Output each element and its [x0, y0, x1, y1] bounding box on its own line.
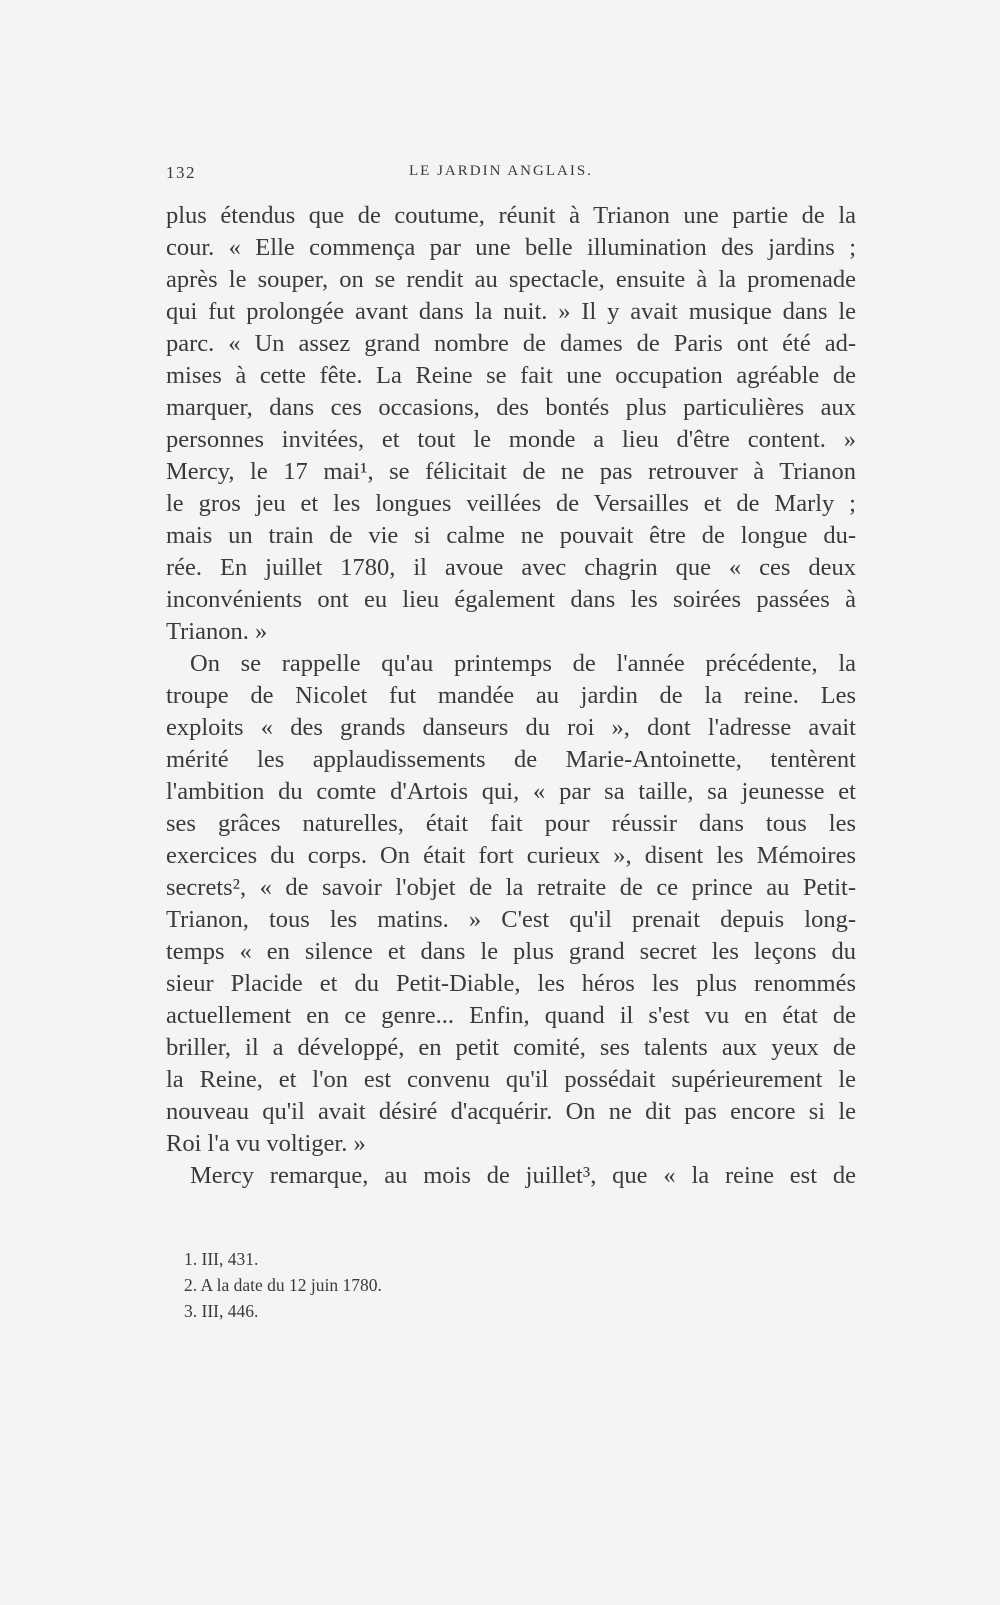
text-line: troupe de Nicolet fut mandée au jardin de la reine. Les [166, 682, 856, 709]
text-line: Mercy, le 17 mai¹, se félicitait de ne pas retrouver à Trianon [166, 458, 856, 485]
text-line: plus étendus que de coutume, réunit à Trianon une partie de la [166, 202, 856, 229]
text-line: actuellement en ce genre... Enfin, quand il s'est vu en état de [166, 1002, 856, 1029]
text-line: personnes invitées, et tout le monde a lieu d'être content. » [166, 426, 856, 453]
text-line: mais un train de vie si calme ne pouvait être de longue du- [166, 522, 856, 549]
body-text [166, 200, 856, 1192]
text-line: secrets², « de savoir l'objet de la retraite de ce prince au Petit- [166, 874, 856, 901]
text-line: qui fut prolongée avant dans la nuit. » Il y avait musique dans le [166, 298, 856, 325]
text-line: Roi l'a vu voltiger. » [166, 1130, 366, 1157]
footnotes [184, 1246, 684, 1324]
text-line: nouveau qu'il avait désiré d'acquérir. On ne dit pas encore si le [166, 1098, 856, 1125]
text-line: ses grâces naturelles, était fait pour réussir dans tous les [166, 810, 856, 837]
text-line: mises à cette fête. La Reine se fait une occupation agréable de [166, 362, 856, 389]
text-line: Trianon. » [166, 618, 268, 645]
text-line: inconvénients ont eu lieu également dans les soirées passées à [166, 586, 856, 613]
text-line: Trianon, tous les matins. » C'est qu'il prenait depuis long- [166, 906, 856, 933]
text-line: briller, il a développé, en petit comité, ses talents aux yeux de [166, 1034, 856, 1061]
text-line: marquer, dans ces occasions, des bontés plus particulières aux [166, 394, 856, 421]
text-line: parc. « Un assez grand nombre de dames de Paris ont été ad- [166, 330, 856, 357]
text-line: temps « en silence et dans le plus grand secret les leçons du [166, 938, 856, 965]
text-line: exploits « des grands danseurs du roi », dont l'adresse avait [166, 714, 856, 741]
footnote: 1. III, 431. [184, 1249, 259, 1269]
footnote: 2. A la date du 12 juin 1780. [184, 1275, 382, 1295]
footnote: 3. III, 446. [184, 1301, 259, 1321]
text-line: la Reine, et l'on est convenu qu'il possédait supérieurement le [166, 1066, 856, 1093]
text-line: sieur Placide et du Petit-Diable, les héros les plus renommés [166, 970, 856, 997]
text-line: le gros jeu et les longues veillées de Versailles et de Marly ; [166, 490, 856, 517]
text-line: après le souper, on se rendit au spectacle, ensuite à la promenade [166, 266, 856, 293]
page-number: 132 [166, 163, 196, 182]
text-line: cour. « Elle commença par une belle illumination des jardins ; [166, 234, 856, 261]
text-line: rée. En juillet 1780, il avoue avec chagrin que « ces deux [166, 554, 856, 581]
running-head [166, 163, 856, 187]
text-line: l'ambition du comte d'Artois qui, « par sa taille, sa jeunesse et [166, 778, 856, 805]
text-line: mérité les applaudissements de Marie-Antoinette, tentèrent [166, 746, 856, 773]
text-line: On se rappelle qu'au printemps de l'année précédente, la [190, 650, 856, 677]
text-line: Mercy remarque, au mois de juillet³, que « la reine est de [190, 1162, 856, 1189]
text-line: exercices du corps. On était fort curieux », disent les Mémoires [166, 842, 856, 869]
running-title: LE JARDIN ANGLAIS. [409, 163, 593, 179]
